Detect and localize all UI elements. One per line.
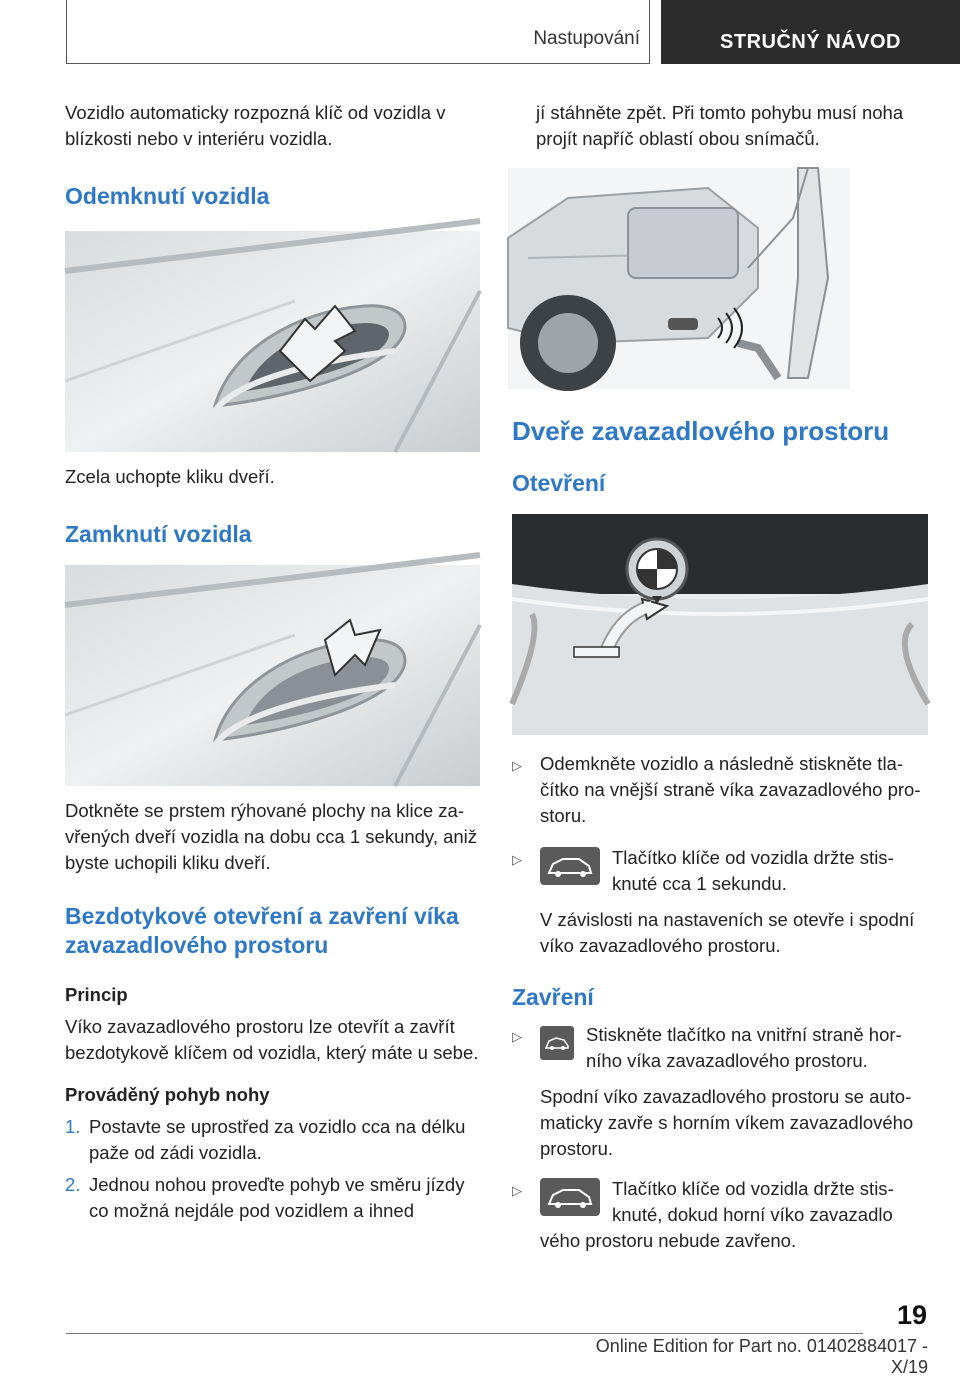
header-rule-left — [66, 0, 67, 64]
header-rule-bottom — [66, 63, 650, 64]
step-text: Jednou nohou proveďte pohyb ve směru jízdy co možná nejdále pod vozidlem a ihned — [89, 1174, 465, 1221]
close-item-2: Tlačítko klíče od vozidla držte stisknuté, dokud horní víko zavazadlo — [612, 1178, 894, 1225]
list-item — [65, 1114, 483, 1166]
lock-text: Dotkněte se prstem rýhované plochy na klice zavřených dveří vozidla na dobu cca 1 sekundy, aniž byste uchopili kliku dveří. — [65, 800, 478, 873]
door-handle-lock-image — [65, 565, 480, 786]
open-item-2: Tlačítko klíče od vozidla držte stisknuté cca 1 sekundu. — [612, 847, 894, 894]
principle-heading: Princip — [65, 984, 128, 1005]
close-note: Spodní víko zavazadlového prostoru se automaticky zavře s horním víkem zavazadlového prostoru. — [540, 1086, 914, 1159]
list-item — [512, 1022, 928, 1074]
door-handle-unlock-image — [65, 231, 480, 452]
open-item-1: Odemkněte vozidlo a následně stiskněte tlačítko na vnější straně víka zavazadlového prostoru. — [540, 753, 921, 826]
car-key-icon — [540, 847, 600, 885]
close-item-1: Stiskněte tlačítko na vnitřní straně horního víka zavazadlového prostoru. — [586, 1024, 902, 1071]
list-item — [65, 1172, 483, 1224]
motion-heading: Prováděný pohyb nohy — [65, 1084, 270, 1105]
step2-continuation: jí stáhněte zpět. Při tomto pohybu musí noha projít napříč oblastí obou snímačů. — [536, 102, 904, 149]
header-rule-right — [649, 0, 650, 64]
list-item — [512, 845, 928, 897]
right-column — [512, 100, 928, 1254]
page-number: 19 — [896, 1300, 927, 1330]
close-heading: Zavření — [512, 984, 594, 1010]
close-item-2-continuation: vého prostoru nebude zavřeno. — [540, 1230, 797, 1251]
footer-edition: Online Edition for Part no. 01402884017 - X/19 — [595, 1336, 928, 1377]
open-note: V závislosti na nastaveních se otevře i spodní víko zavazadlového prostoru. — [540, 909, 915, 956]
step-text: Postavte se uprostřed za vozidlo cca na délku paže od zádi vozidla. — [89, 1116, 466, 1163]
left-column — [65, 100, 483, 1224]
triangle-right-icon: ▷ — [512, 1183, 522, 1198]
step-number: 1. — [65, 1116, 81, 1137]
header-chapter-label: STRUČNÝ NÁVOD — [720, 31, 901, 53]
triangle-right-icon: ▷ — [512, 1029, 522, 1044]
triangle-right-icon: ▷ — [512, 758, 522, 773]
car-key-icon — [540, 1178, 600, 1216]
unlock-heading: Odemknutí vozidla — [65, 183, 270, 209]
header-section: Nastupování — [533, 28, 640, 49]
list-item — [512, 1176, 928, 1228]
foot-gesture-image — [508, 168, 850, 389]
lock-heading: Zamknutí vozidla — [65, 521, 252, 547]
tailgate-button-icon — [540, 1026, 574, 1060]
open-heading: Otevření — [512, 470, 606, 496]
unlock-text: Zcela uchopte kliku dveří. — [65, 466, 275, 487]
principle-text: Víko zavazadlového prostoru lze otevřít a zavřít bezdotykově klíčem od vozidla, který máte u sebe. — [65, 1016, 479, 1063]
contactless-heading: Bezdotykové otevření a zavření víka zavazadlového prostoru — [65, 903, 459, 958]
tailgate-button-image — [512, 514, 928, 735]
triangle-right-icon: ▷ — [512, 852, 522, 867]
header-chapter — [661, 0, 960, 64]
list-item — [512, 751, 928, 829]
intro-text: Vozidlo automaticky rozpozná klíč od vozidla v blízkosti nebo v interiéru vozidla. — [65, 102, 446, 149]
step-number: 2. — [65, 1174, 81, 1195]
trunk-heading: Dveře zavazadlového prostoru — [512, 416, 890, 446]
footer-rule — [66, 1333, 863, 1334]
